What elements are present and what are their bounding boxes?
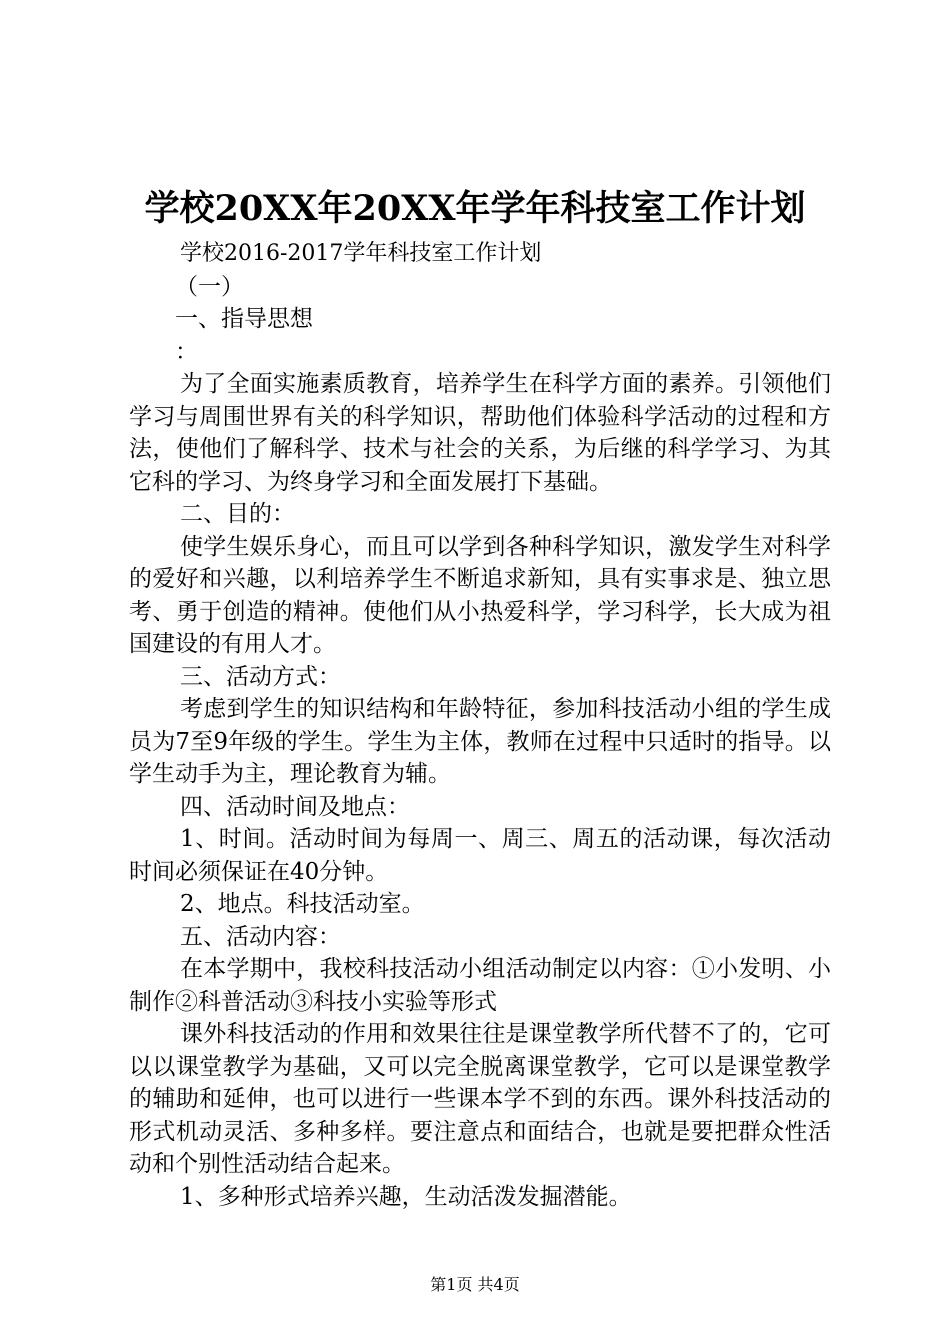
heading-time-place: 四、活动时间及地点： — [180, 793, 410, 820]
heading-guiding-ideology: 一、指导思想 — [175, 306, 313, 332]
heading-activity-method: 三、活动方式： — [180, 663, 341, 690]
paragraph-extracurricular: 课外科技活动的作用和效果往往是课堂教学所代替不了的，它可以以课堂教学为基础，又可以完全脱离课堂教学，它可以是课堂教学的辅助和延伸，也可以进行一些课本学不到的东西。课外科技活动的形式机动灵活、多种多样。要注意点和面结合，也就是要把群众性活动和个别性活动结合起来。 — [129, 1021, 831, 1177]
paragraph-guiding-ideology: 为了全面实施素质教育，培养学生在科学方面的素养。引领他们学习与周围世界有关的科学知识，帮助他们体验科学活动的过程和方法，使他们了解科学、技术与社会的关系，为后继的科学学习、为其它科的学习、为终身学习和全面发展打下基础。 — [129, 371, 831, 495]
heading-purpose: 二、目的： — [180, 501, 295, 527]
document-body — [129, 238, 831, 1213]
section-marker: （一） — [175, 273, 244, 300]
document-title: 学校20XX年20XX年学年科技室工作计划 — [144, 188, 806, 229]
paragraph-time: 1、时间。活动时间为每周一、周三、周五的活动课，每次活动时间必须保证在40分钟。 — [129, 826, 831, 885]
colon-line: ： — [175, 338, 198, 365]
paragraph-activity-method: 考虑到学生的知识结构和年龄特征，参加科技活动小组的学生成员为7至9年级的学生。学生为主体，教师在过程中只适时的指导。以学生动手为主，理论教育为辅。 — [129, 696, 831, 787]
paragraph-item-1: 1、多种形式培养兴趣，生动活泼发掘潜能。 — [180, 1183, 632, 1210]
document-subtitle: 学校2016-2017学年科技室工作计划 — [180, 241, 542, 266]
paragraph-place: 2、地点。科技活动室。 — [180, 891, 425, 917]
page-indicator: 第1页 共4页 — [430, 1275, 520, 1294]
paragraph-activity-content: 在本学期中，我校科技活动小组活动制定以内容：①小发明、小制作②科普活动③科技小实验等形式 — [129, 956, 831, 1015]
heading-activity-content: 五、活动内容： — [180, 923, 341, 950]
paragraph-purpose: 使学生娱乐身心，而且可以学到各种科学知识，激发学生对科学的爱好和兴趣，以利培养学生不断追求新知，具有实事求是、独立思考、勇于创造的精神。使他们从小热爱科学，学习科学，长大成为祖国建设的有用人才。 — [129, 533, 831, 657]
